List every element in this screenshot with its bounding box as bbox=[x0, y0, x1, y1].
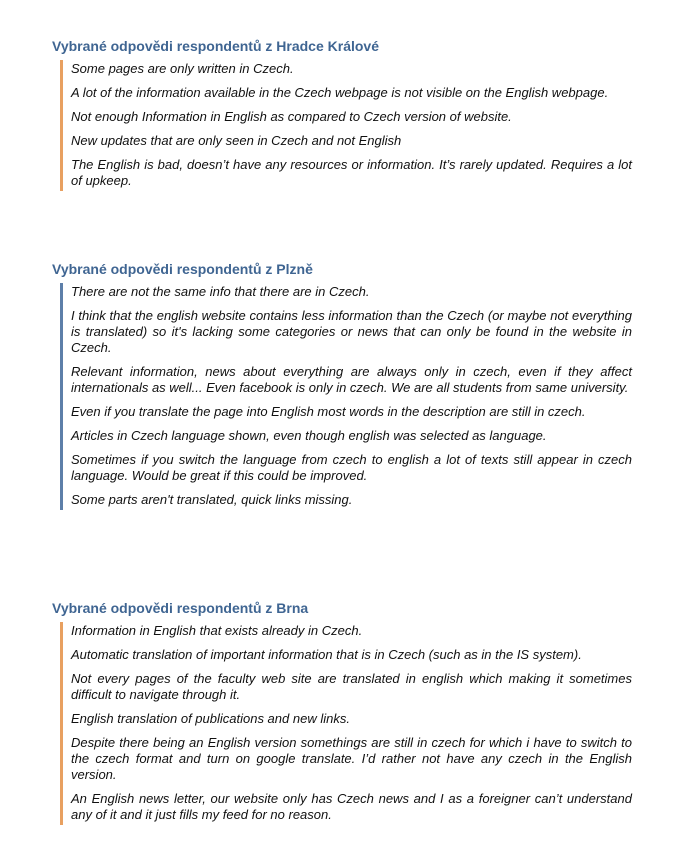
quote-item: Not enough Information in English as compared to Czech version of website. bbox=[71, 109, 512, 124]
section-plzen bbox=[52, 261, 632, 510]
quote-item: The English is bad, doesn’t have any resources or information. It’s rarely updated. Requires a lot of upkeep. bbox=[71, 157, 632, 188]
quote-item: Sometimes if you switch the language from czech to english a lot of texts still appear in czech language. Would be great if this could be improved. bbox=[71, 452, 632, 483]
quote-item: Information in English that exists already in Czech. bbox=[71, 623, 363, 638]
section-heading: Vybrané odpovědi respondentů z Hradce Králové bbox=[52, 38, 380, 54]
quote-item: An English news letter, our website only has Czech news and I as a foreigner can’t understand any of it and it just fills my feed for no reason. bbox=[71, 791, 632, 822]
quote-block bbox=[60, 622, 632, 825]
quote-block bbox=[60, 283, 632, 510]
quote-item: There are not the same info that there are in Czech. bbox=[71, 284, 370, 299]
quote-item: New updates that are only seen in Czech and not English bbox=[71, 133, 402, 148]
quote-item: Not every pages of the faculty web site are translated in english which making it sometimes difficult to navigate through it. bbox=[71, 671, 632, 702]
quote-item: Despite there being an English version somethings are still in czech for which i have to switch to the czech format and turn on google translate. I’d rather not have any czech in the English version. bbox=[71, 735, 632, 782]
quote-item: Relevant information, news about everything are always only in czech, even if they affect internationals as well... Even facebook is only in czech. We are all students from same university. bbox=[71, 364, 632, 395]
quote-block bbox=[60, 60, 632, 191]
quote-item: English translation of publications and new links. bbox=[71, 711, 350, 726]
quote-item: I think that the english website contains less information than the Czech (or maybe not everything is translated) so it's lacking some categories or news that can only be found in the website in Czech. bbox=[71, 308, 632, 355]
section-brno bbox=[52, 600, 632, 825]
section-hradec-kralove bbox=[52, 38, 632, 191]
quote-item: Automatic translation of important information that is in Czech (such as in the IS system). bbox=[71, 647, 582, 662]
section-heading: Vybrané odpovědi respondentů z Brna bbox=[52, 600, 309, 616]
quote-item: Some parts aren't translated, quick links missing. bbox=[71, 492, 353, 507]
quote-item: Even if you translate the page into English most words in the description are still in czech. bbox=[71, 404, 586, 419]
quote-item: Articles in Czech language shown, even though english was selected as language. bbox=[71, 428, 547, 443]
section-heading: Vybrané odpovědi respondentů z Plzně bbox=[52, 261, 313, 277]
quote-item: Some pages are only written in Czech. bbox=[71, 61, 294, 76]
quote-item: A lot of the information available in the Czech webpage is not visible on the English webpage. bbox=[71, 85, 609, 100]
